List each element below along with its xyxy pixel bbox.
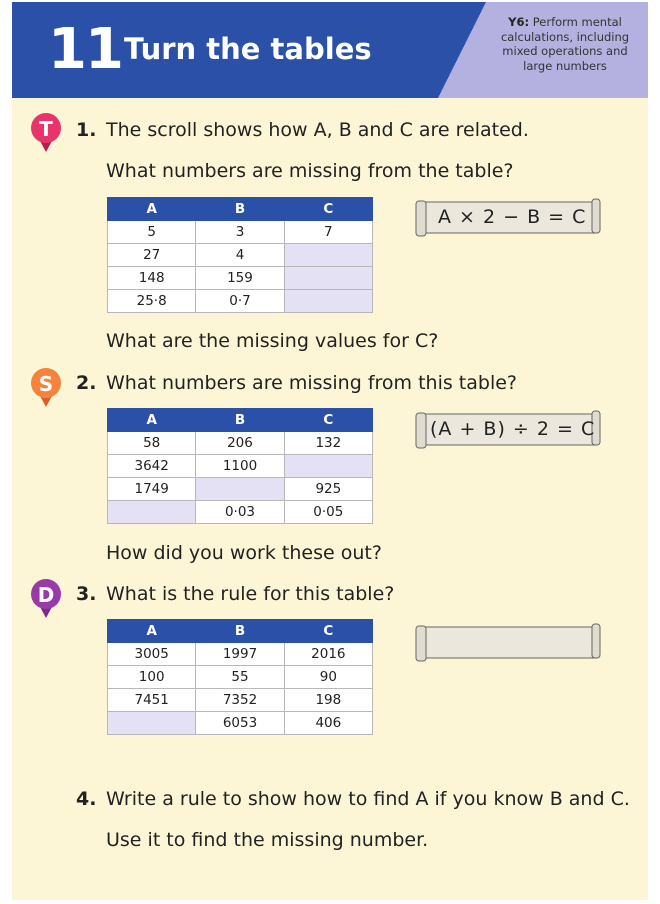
table-header-row xyxy=(108,620,373,643)
missing-value-cell[interactable] xyxy=(196,478,284,501)
table-cell: 1100 xyxy=(196,455,284,478)
table-cell: 27 xyxy=(108,244,196,267)
missing-value-cell[interactable] xyxy=(108,501,196,524)
missing-value-cell[interactable] xyxy=(108,712,196,735)
question-4-number: 4. xyxy=(76,788,97,810)
column-header-b: B xyxy=(196,620,284,643)
table-cell: 198 xyxy=(284,689,372,712)
table-cell: 4 xyxy=(196,244,284,267)
question-2-text: What numbers are missing from this table? xyxy=(106,372,517,394)
column-header-b: B xyxy=(196,198,284,221)
table-row xyxy=(108,712,373,735)
objective-text: Perform mental calculations, including mixed operations and large numbers xyxy=(500,15,630,73)
question-4-subtext: Use it to find the missing number. xyxy=(106,829,429,851)
page-title: Turn the tables xyxy=(124,32,372,66)
table-cell: 7451 xyxy=(108,689,196,712)
table-cell: 1997 xyxy=(196,643,284,666)
table-cell: 132 xyxy=(284,432,372,455)
table-row xyxy=(108,478,373,501)
table-cell: 0·7 xyxy=(196,290,284,313)
table-row xyxy=(108,244,373,267)
table-cell: 2016 xyxy=(284,643,372,666)
missing-value-cell[interactable] xyxy=(284,267,372,290)
challenge-s-icon xyxy=(28,367,64,407)
column-header-a: A xyxy=(108,409,196,432)
workbook-page xyxy=(12,2,648,900)
table-row xyxy=(108,689,373,712)
rule-2-text: (A + B) ÷ 2 = C xyxy=(430,418,596,440)
missing-value-cell[interactable] xyxy=(284,455,372,478)
table-cell: 3005 xyxy=(108,643,196,666)
table-cell: 3642 xyxy=(108,455,196,478)
column-header-b: B xyxy=(196,409,284,432)
table-row xyxy=(108,432,373,455)
table-row xyxy=(108,290,373,313)
table-cell: 90 xyxy=(284,666,372,689)
unit-number: 11 xyxy=(48,17,122,82)
table-cell: 0·03 xyxy=(196,501,284,524)
challenge-t-icon xyxy=(28,112,64,152)
question-3-text: What is the rule for this table? xyxy=(106,583,395,605)
question-4-text: Write a rule to show how to find A if you know B and C. xyxy=(106,788,630,810)
table-cell: 7352 xyxy=(196,689,284,712)
question-3-number: 3. xyxy=(76,583,97,605)
unit-header xyxy=(12,2,648,98)
table-row xyxy=(108,455,373,478)
table-cell: 206 xyxy=(196,432,284,455)
column-header-a: A xyxy=(108,198,196,221)
table-row xyxy=(108,666,373,689)
question-2-number: 2. xyxy=(76,372,97,394)
challenge-d-icon xyxy=(28,578,64,618)
table-question-2 xyxy=(107,408,373,524)
table-cell: 55 xyxy=(196,666,284,689)
table-header-row xyxy=(108,198,373,221)
table-cell: 1749 xyxy=(108,478,196,501)
badge-letter: T xyxy=(39,117,53,141)
table-row xyxy=(108,501,373,524)
rule-scroll-3-empty xyxy=(414,623,602,663)
learning-objective xyxy=(490,15,640,73)
missing-value-cell[interactable] xyxy=(284,244,372,267)
table-cell: 5 xyxy=(108,221,196,244)
rule-1-text: A × 2 − B = C xyxy=(438,206,587,228)
column-header-c: C xyxy=(284,409,372,432)
table-row xyxy=(108,643,373,666)
table-row xyxy=(108,221,373,244)
question-1-text: The scroll shows how A, B and C are related. xyxy=(106,119,529,141)
table-cell: 7 xyxy=(284,221,372,244)
column-header-c: C xyxy=(284,620,372,643)
table-cell: 58 xyxy=(108,432,196,455)
badge-letter: D xyxy=(37,583,55,607)
column-header-a: A xyxy=(108,620,196,643)
table-cell: 3 xyxy=(196,221,284,244)
table-question-1 xyxy=(107,197,373,313)
column-header-c: C xyxy=(284,198,372,221)
table-cell: 100 xyxy=(108,666,196,689)
question-2-followup: How did you work these out? xyxy=(106,542,382,564)
table-cell: 159 xyxy=(196,267,284,290)
table-cell: 148 xyxy=(108,267,196,290)
question-1-subtext: What numbers are missing from the table? xyxy=(106,160,514,182)
question-1-number: 1. xyxy=(76,119,97,141)
missing-value-cell[interactable] xyxy=(284,290,372,313)
table-row xyxy=(108,267,373,290)
table-cell: 25·8 xyxy=(108,290,196,313)
table-header-row xyxy=(108,409,373,432)
table-cell: 6053 xyxy=(196,712,284,735)
question-1-followup: What are the missing values for C? xyxy=(106,330,439,352)
table-question-3 xyxy=(107,619,373,735)
objective-year: Y6: xyxy=(508,15,530,29)
table-cell: 0·05 xyxy=(284,501,372,524)
badge-letter: S xyxy=(38,372,54,396)
table-cell: 406 xyxy=(284,712,372,735)
table-cell: 925 xyxy=(284,478,372,501)
